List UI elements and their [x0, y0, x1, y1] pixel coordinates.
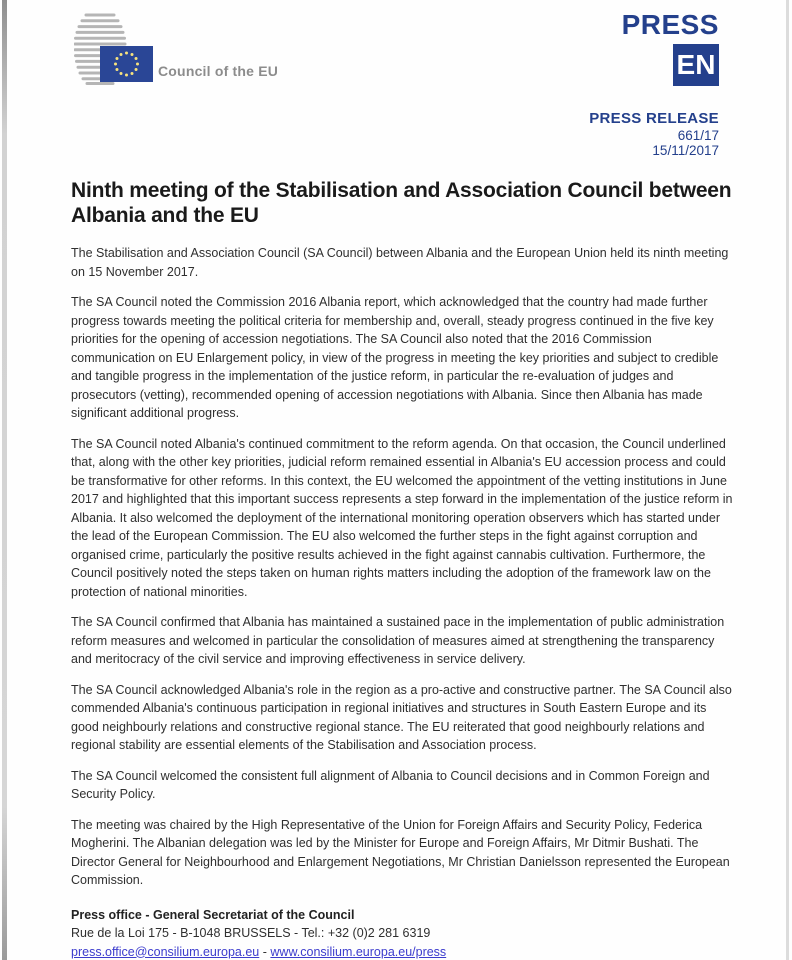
- language-badge: EN: [673, 44, 719, 86]
- paragraph-reform-agenda: The SA Council noted Albania's continued commitment to the reform agenda. On that occasion, the Council underlined that, along with the other key priorities, judicial reform remained essential in Albania's EU accession process and could be transformative for other reforms. In this context, the EU welcomed the appointment of the vetting institutions in June 2017 and highlighted that this important success represents a step forward in the implementation of the justice reform in Albania. It also welcomed the deployment of the international monitoring operation observers which has started under the lead of the European Commission. The EU also welcomed the further steps in the fight against corruption and organised crime, particularly the positive results achieved in the fight against cannabis cultivation. Furthermore, the Council positively noted the steps taken on human rights matters including the adoption of the framework law on the protection of national minorities.: [71, 436, 733, 599]
- paragraph-meeting-chairs: The meeting was chaired by the High Representative of the Union for Foreign Affairs and Security Policy, Federica Mogherini. The Albanian delegation was led by the Minister for Europe and Foreign Affairs, Mr Ditmir Bushati. The Director General for Neighbourhood and Enlargement Negotiations, Mr Christian Danielsson represented the European Commission.: [71, 817, 730, 887]
- press-release-label: PRESS RELEASE: [589, 110, 719, 127]
- europa-lens-icon: [74, 13, 166, 85]
- link-separator: -: [262, 944, 267, 959]
- paragraph-regional-role: The SA Council acknowledged Albania's role in the region as a pro-active and constructive partner. The SA Council also commended Albania's continuous participation in regional initiatives and structures in South Eastern Europe and its good neighbourly relations and constructive regional stance. The EU reiterated that good neighbourly relations and regional stability are essential elements of the Stabilisation and Association process.: [71, 682, 732, 752]
- article-title: Ninth meeting of the Stabilisation and Association Council between Albania and the EU: [71, 179, 732, 227]
- release-number: 661/17: [677, 128, 719, 143]
- contact-footer: [71, 906, 734, 960]
- paragraph-public-administration: The SA Council confirmed that Albania has maintained a sustained pace in the implementation of public administration reform measures and welcomed in particular the consolidation of measures aimed at strengthening the transparency and meritocracy of the civil service and improving effectiveness in service delivery.: [71, 615, 725, 666]
- eu-flag-icon: [100, 46, 153, 82]
- paragraph-cfsp-alignment: The SA Council welcomed the consistent full alignment of Albania to Council decisions and in Common Foreign and Security Policy.: [71, 768, 710, 801]
- article-body: [71, 178, 734, 960]
- press-wordmark: PRESS: [621, 9, 719, 40]
- paragraph-commission-report: The SA Council noted the Commission 2016 Albania report, which acknowledged that the country had made further progress towards meeting the political criteria for membership and, overall, steady progress continued in the five key priorities for the opening of accession negotiations. The SA Council also noted that the 2016 Commission communication on EU Enlargement policy, in view of the progress in meeting the key priorities and subject to credible and tangible progress in the implementation of the justice reform, in particular the re-evaluation of judges and prosecutors (vetting), recommended opening of accession negotiations with Albania. Since then Albania has made significant additional progress.: [71, 295, 719, 420]
- release-meta: [589, 110, 719, 158]
- document-header: [0, 0, 792, 163]
- contact-links: [71, 943, 734, 960]
- paragraph-intro: The Stabilisation and Association Council (SA Council) between Albania and the European Union held its ninth meeting on 15 November 2017.: [71, 246, 729, 279]
- council-eu-logo: [74, 13, 166, 85]
- release-date: 15/11/2017: [652, 143, 719, 158]
- address-line: Rue de la Loi 175 - B-1048 BRUSSELS - Tel.: +32 (0)2 281 6319: [71, 926, 431, 940]
- press-office-line: Press office - General Secretariat of the Council: [71, 907, 355, 922]
- council-eu-label: Council of the EU: [158, 63, 279, 79]
- press-office-email-link[interactable]: press.office@consilium.europa.eu: [71, 944, 260, 959]
- press-website-link[interactable]: www.consilium.europa.eu/press: [270, 944, 447, 959]
